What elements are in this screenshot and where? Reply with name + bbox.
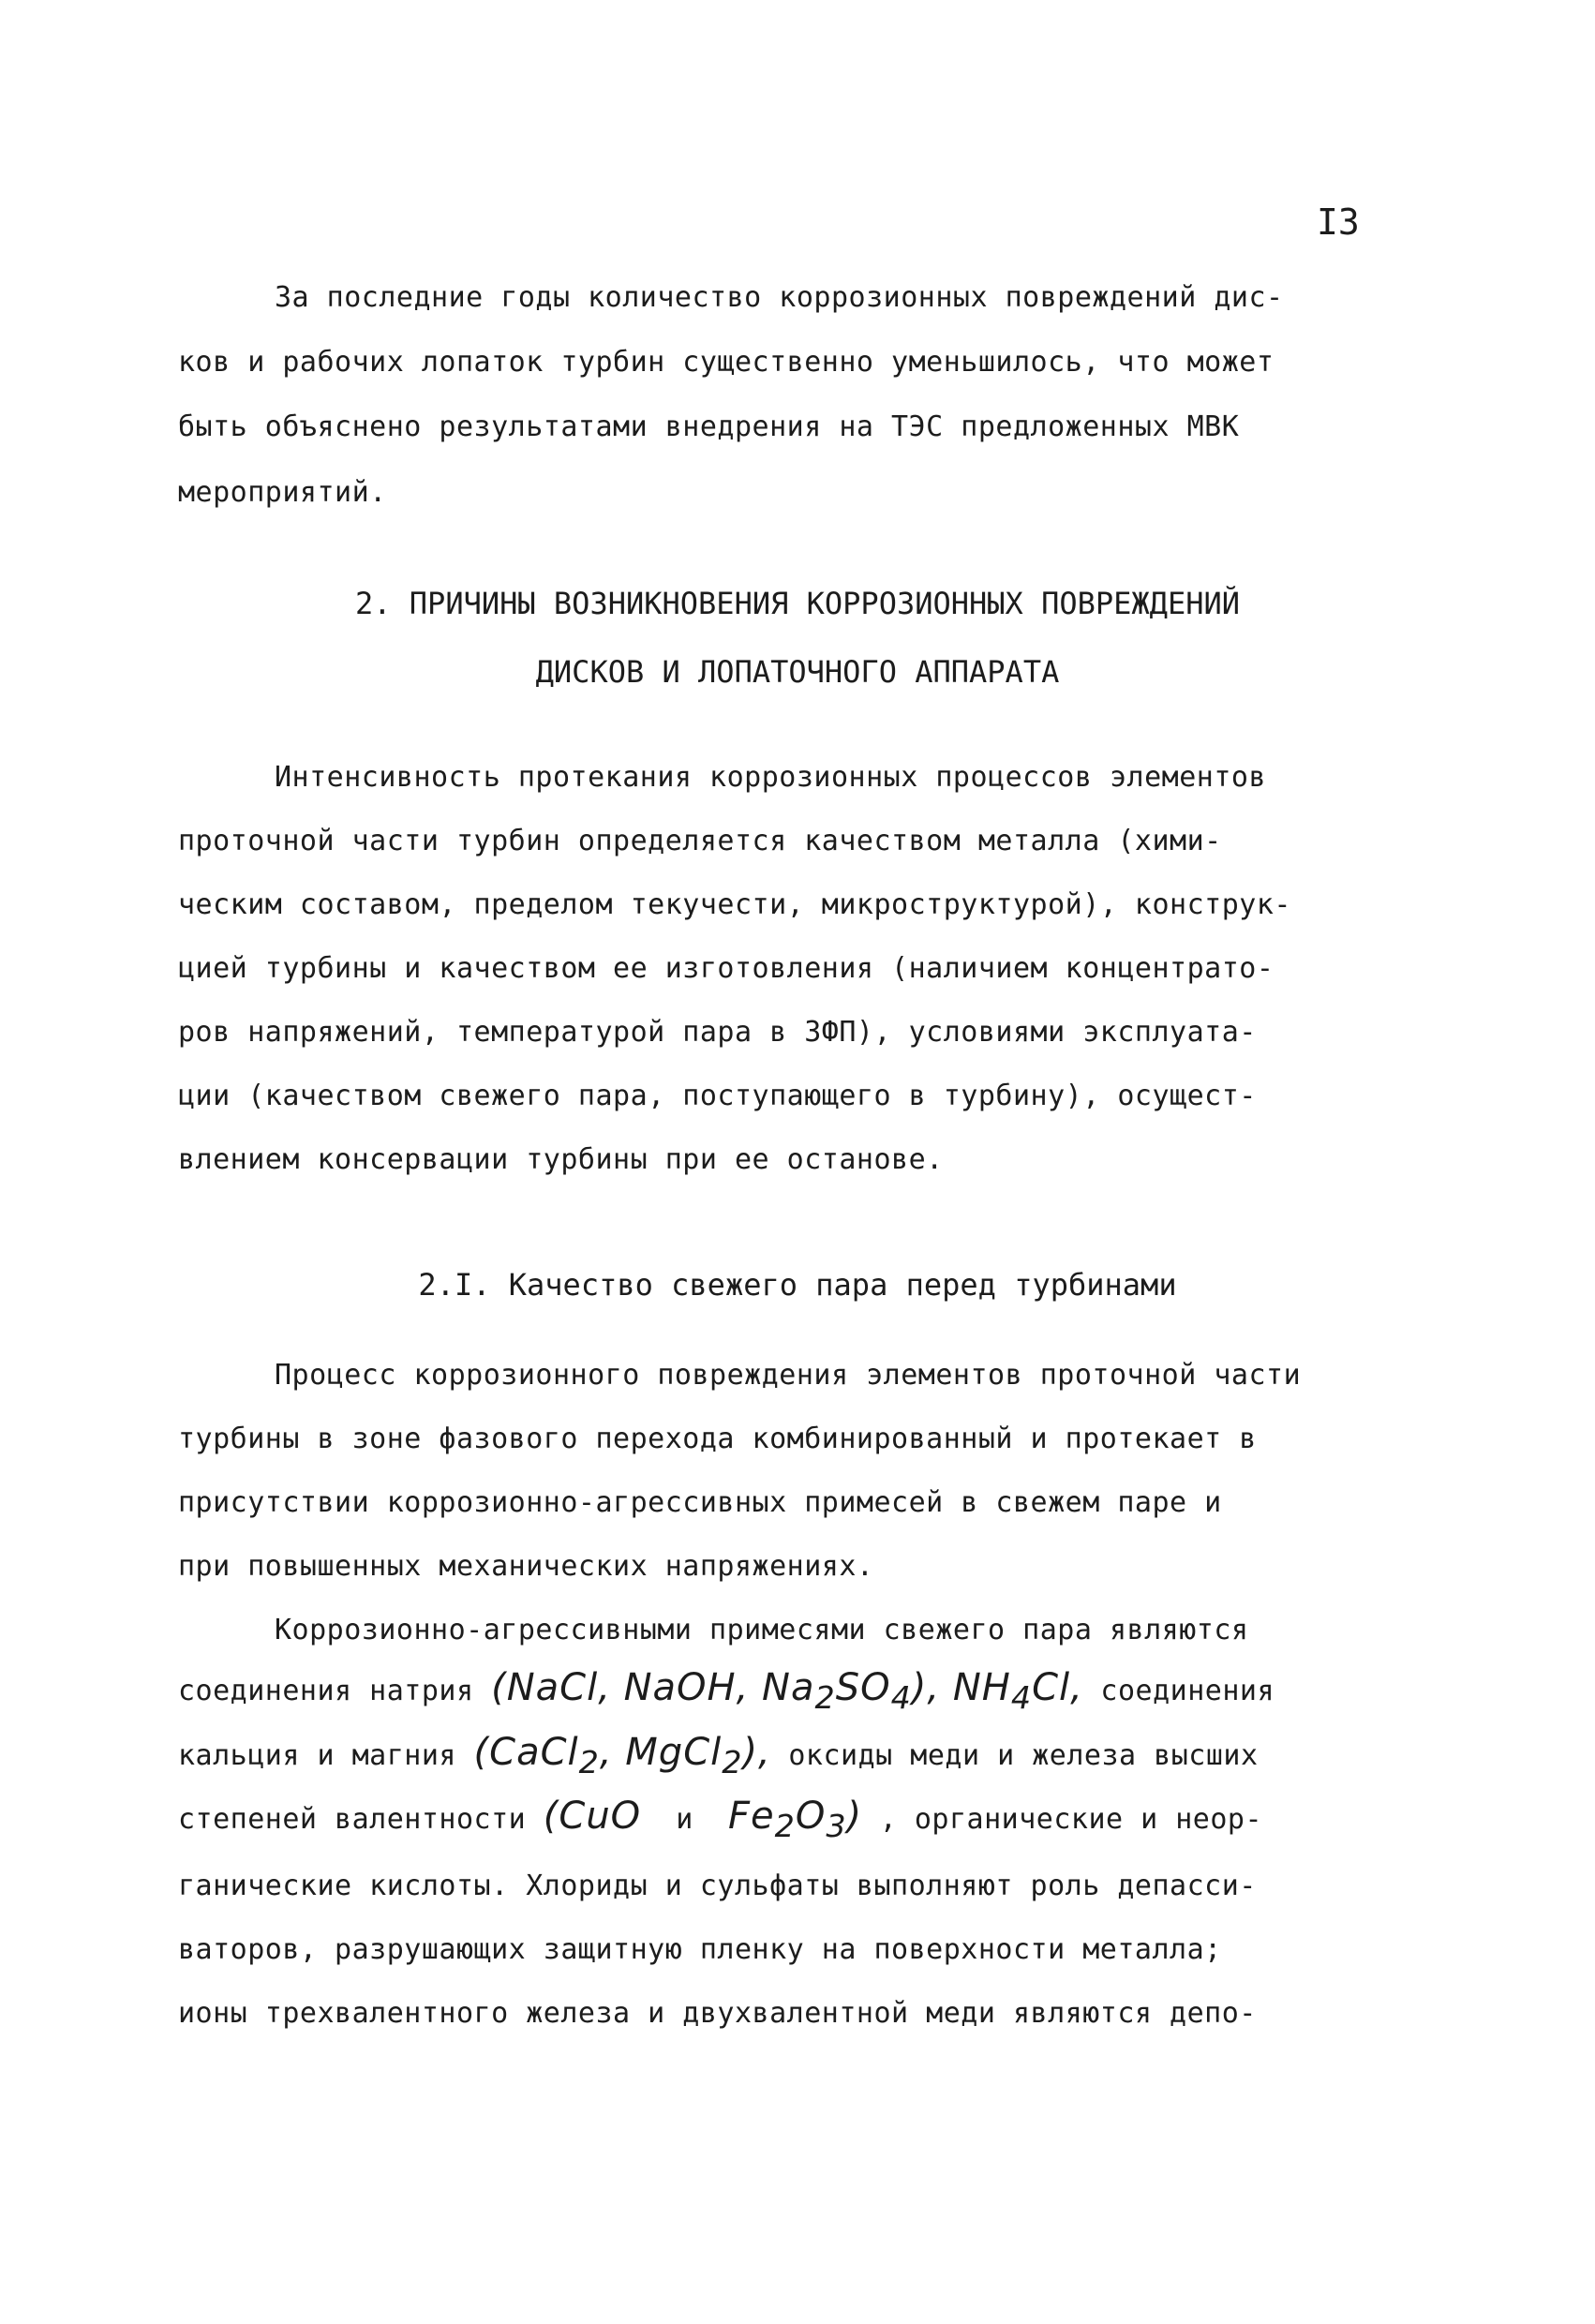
formula-text: (NaCl, NaOH, Na (491, 1666, 815, 1709)
paragraph-line-with-formula (178, 1731, 1259, 1780)
handwritten-formula (491, 1666, 1083, 1716)
formula-text: ) (846, 1795, 863, 1838)
formula-text: SO (835, 1666, 891, 1709)
formula-text: O (795, 1795, 827, 1838)
formula-subscript: 4 (890, 1679, 912, 1716)
paragraph-line: ции (качеством свежего пара, поступающего в турбину), осущест- (178, 1080, 1257, 1112)
formula-subscript: 4 (1010, 1679, 1033, 1716)
formula-subscript: 2 (578, 1744, 600, 1780)
text-span: и (641, 1803, 728, 1836)
paragraph-line: цией турбины и качеством ее изготовления (наличием концентрато- (178, 952, 1275, 985)
section-heading-line1: 2. ПРИЧИНЫ ВОЗНИКНОВЕНИЯ КОРРОЗИОННЫХ ПОВРЕЖДЕНИЙ (354, 586, 1240, 621)
paragraph-line: ионы трехвалентного железа и двухвалентной меди являются депо- (178, 1997, 1257, 2030)
formula-subscript: 2 (722, 1744, 743, 1780)
paragraph-line: при повышенных механических напряжениях. (178, 1550, 874, 1583)
paragraph-line: За последние годы количество коррозионных повреждений дис- (275, 281, 1284, 314)
text-span: кальция и магния (178, 1739, 474, 1772)
text-span: оксиды меди и железа высших (770, 1739, 1259, 1772)
paragraph-line: ков и рабочих лопаток турбин существенно уменьшилось, что может (178, 346, 1275, 379)
paragraph-line: влением консервации турбины при ее останове. (178, 1143, 944, 1176)
paragraph-line: быть объяснено результатами внедрения на ТЭС предложенных МВК (178, 410, 1240, 443)
formula-text: ), (742, 1731, 771, 1774)
formula-text: (CaCl (473, 1731, 579, 1774)
paragraph-line: ваторов, разрушающих защитную пленку на поверхности металла; (178, 1933, 1222, 1966)
handwritten-formula (727, 1795, 863, 1844)
subsection-heading: 2.I. Качество свежего пара перед турбинами (418, 1267, 1177, 1303)
paragraph-line: Интенсивность протекания коррозионных процессов элементов (275, 761, 1267, 794)
paragraph-line: ганические кислоты. Хлориды и сульфаты выполняют роль депасси- (178, 1870, 1257, 1902)
paragraph-line: ческим составом, пределом текучести, микроструктурой), конструк- (178, 888, 1291, 921)
paragraph-line: присутствии коррозионно-агрессивных примесей в свежем паре и (178, 1486, 1222, 1519)
formula-text: (CuO (543, 1795, 642, 1838)
text-span: степеней валентности (178, 1803, 544, 1836)
formula-text: Cl, (1032, 1666, 1083, 1709)
paragraph-line-with-formula (178, 1666, 1275, 1716)
handwritten-formula (473, 1731, 771, 1780)
page-number: I3 (1317, 201, 1360, 243)
paragraph-line: ров напряжений, температурой пара в ЗФП), условиями эксплуата- (178, 1016, 1257, 1049)
formula-text: , MgCl (599, 1731, 723, 1774)
section-heading-line2: ДИСКОВ И ЛОПАТОЧНОГО АППАРАТА (535, 654, 1060, 690)
formula-subscript: 3 (826, 1808, 847, 1844)
paragraph-line: проточной части турбин определяется качеством металла (хими- (178, 825, 1222, 857)
paragraph-line: турбины в зоне фазового перехода комбинированный и протекает в (178, 1423, 1257, 1455)
formula-subscript: 2 (774, 1808, 796, 1844)
handwritten-formula (544, 1795, 641, 1838)
paragraph-line-with-formula (178, 1795, 1262, 1844)
paragraph-line: мероприятий. (178, 476, 387, 509)
formula-text: ), NH (911, 1666, 1011, 1709)
text-span: соединения (1082, 1675, 1275, 1707)
paragraph-line: Коррозионно-агрессивными примесями свежего пара являются (275, 1614, 1249, 1646)
paragraph-line: Процесс коррозионного повреждения элементов проточной части (275, 1359, 1302, 1392)
text-span: соединения натрия (178, 1675, 492, 1707)
formula-text: Fe (727, 1795, 775, 1838)
formula-subscript: 2 (814, 1679, 836, 1716)
text-span: , органические и неор- (862, 1803, 1263, 1836)
